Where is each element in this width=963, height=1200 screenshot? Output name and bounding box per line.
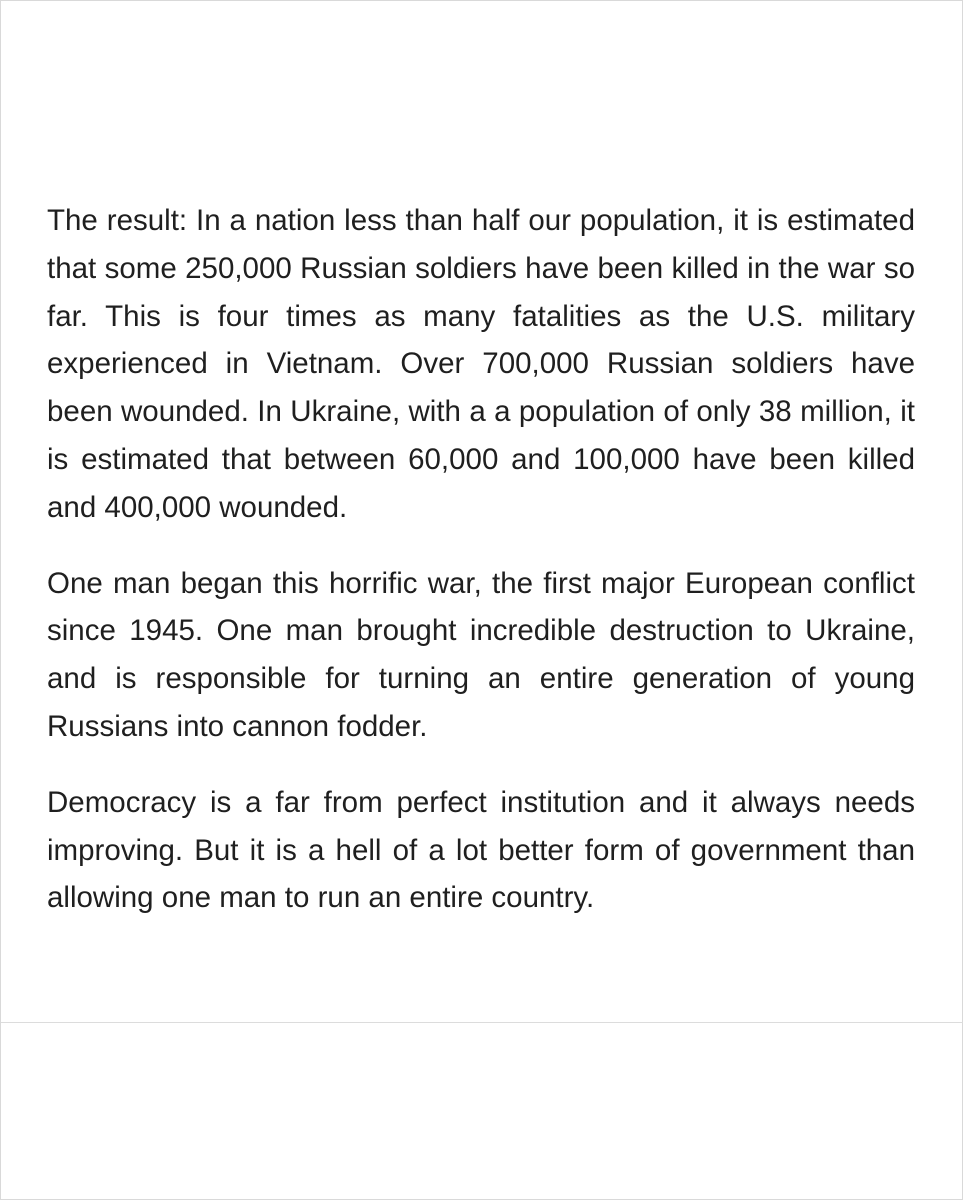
paragraph-casualties: The result: In a nation less than half our population, it is estimated that some 250,000 Russian soldiers have been killed in the war so far. This is four times as many fatalities as the U.S. military experienced in Vietnam. Over 700,000 Russian soldiers have been wounded. In Ukraine, with a a population of only 38 million, it is estimated that between 60,000 and 100,000 have been killed and 400,000 wounded. <box>47 204 915 524</box>
paragraph-one-man: One man began this horrific war, the first major European conflict since 1945. One man brought incredible destruction to Ukraine, and is responsible for turning an entire generation of young Russians into cannon fodder. <box>47 566 915 743</box>
paragraph-democracy: Democracy is a far from perfect institution and it always needs improving. But it is a hell of a lot better form of government than allowing one man to run an entire country. <box>47 785 915 915</box>
content-divider <box>1 1022 963 1023</box>
article-body <box>47 197 915 950</box>
